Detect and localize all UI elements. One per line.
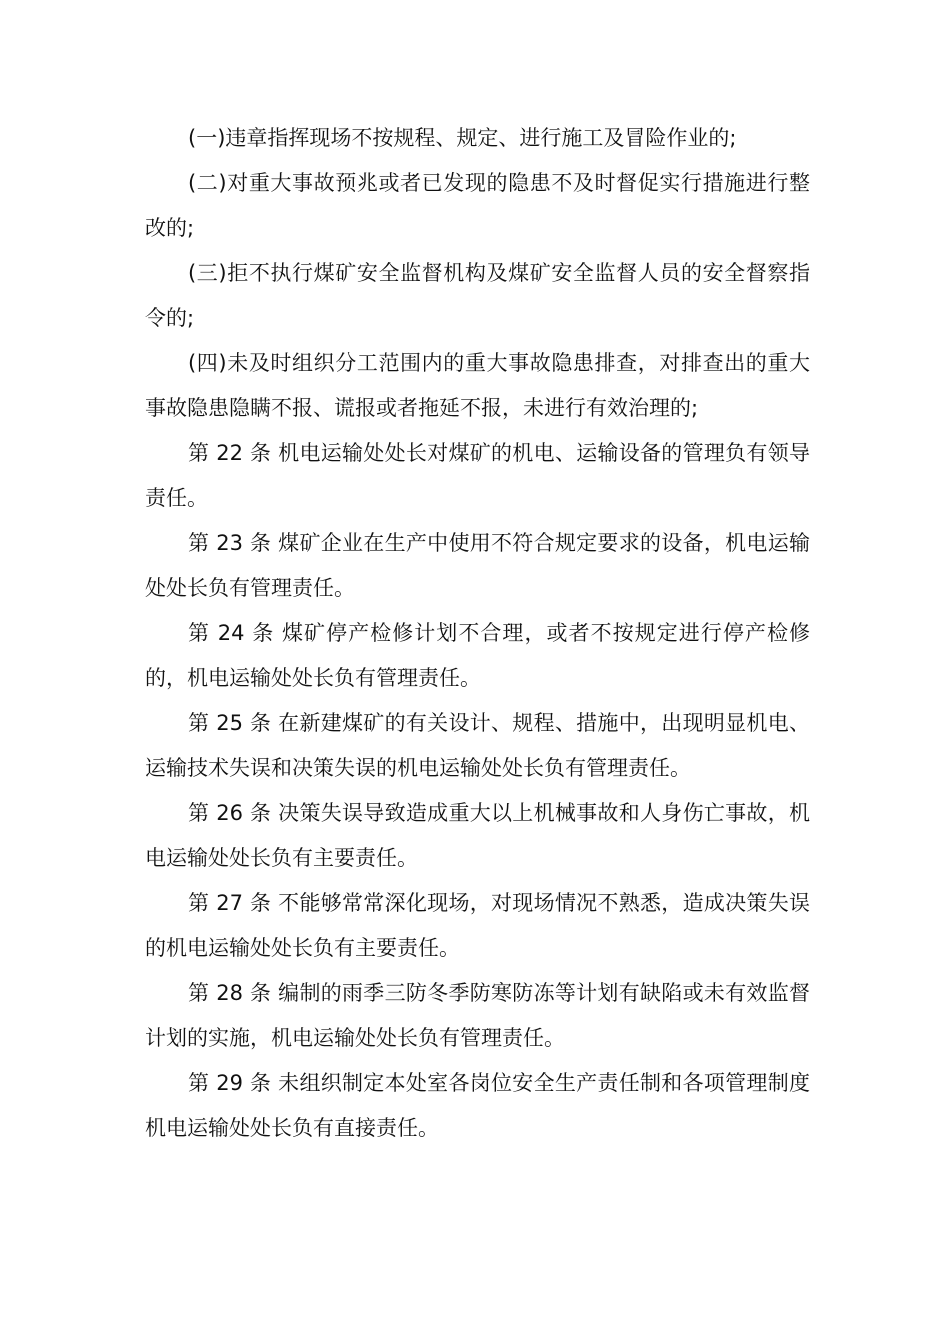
article-27: 第 27 条 不能够常常深化现场，对现场情况不熟悉，造成决策失误的机电运输处处长负有主要责任。 [145,891,810,960]
document-body [145,116,810,1151]
article-29: 第 29 条 未组织制定本处室各岗位安全生产责任制和各项管理制度机电运输处处长负有直接责任。 [145,1071,810,1140]
paragraph-item-4: (四)未及时组织分工范围内的重大事故隐患排查，对排查出的重大事故隐患隐瞒不报、谎报或者拖延不报，未进行有效治理的; [145,351,810,420]
article-25: 第 25 条 在新建煤矿的有关设计、规程、措施中，出现明显机电、运输技术失误和决策失误的机电运输处处长负有管理责任。 [145,711,810,780]
paragraph-item-3: (三)拒不执行煤矿安全监督机构及煤矿安全监督人员的安全督察指令的; [145,261,810,330]
article-22: 第 22 条 机电运输处处长对煤矿的机电、运输设备的管理负有领导责任。 [145,441,810,510]
article-24: 第 24 条 煤矿停产检修计划不合理，或者不按规定进行停产检修的，机电运输处处长负有管理责任。 [145,621,810,690]
article-26: 第 26 条 决策失误导致造成重大以上机械事故和人身伤亡事故，机电运输处处长负有主要责任。 [145,801,810,870]
article-28: 第 28 条 编制的雨季三防冬季防寒防冻等计划有缺陷或未有效监督计划的实施，机电运输处处长负有管理责任。 [145,981,810,1050]
paragraph-item-2: (二)对重大事故预兆或者已发现的隐患不及时督促实行措施进行整改的; [145,171,810,240]
article-23: 第 23 条 煤矿企业在生产中使用不符合规定要求的设备，机电运输处处长负有管理责任。 [145,531,810,600]
paragraph-item-1: (一)违章指挥现场不按规程、规定、进行施工及冒险作业的; [188,126,737,150]
